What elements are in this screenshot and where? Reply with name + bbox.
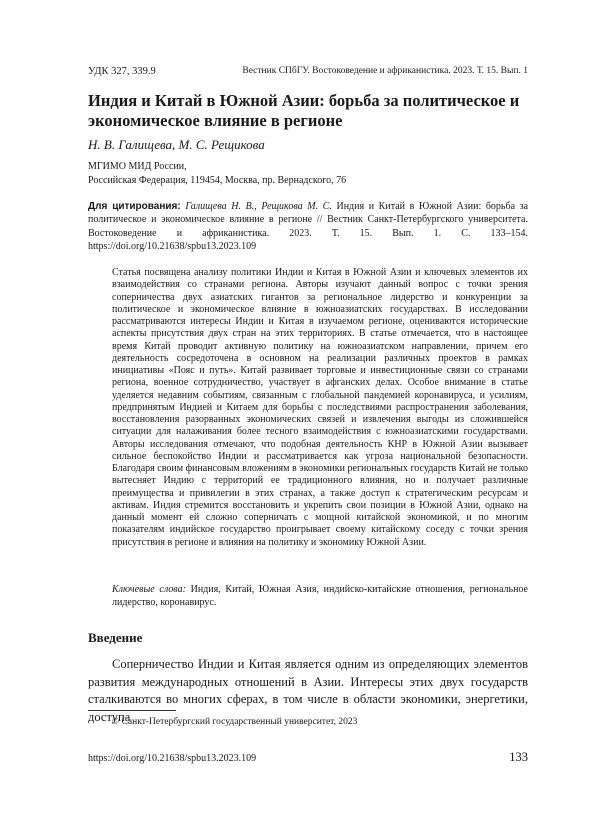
keywords-label: Ключевые слова: [112,584,186,595]
citation-text: Индия и Китай в Южной Азии: борьба за политическое и экономическое влияние в регионе // Вестник Санкт-Петербургского университета. Востоковедение и африканистика. 2023. Т. 15. Вып. 1. С. 133–154. https://doi.org/10.21638/spbu13.2023.109 [88,201,529,252]
citation-authors: Галищева Н. В., Рещикова М. С. [185,201,332,212]
journal-running-title: Вестник СПбГУ. Востоковедение и африканистика. 2023. Т. 15. Вып. 1 [242,66,528,76]
article-title: Индия и Китай в Южной Азии: борьба за политическое и экономическое влияние в регионе [88,91,520,130]
keywords-text: Индия, Китай, Южная Азия, индийско-китайские отношения, региональное лидерство, коронавирус. [112,584,528,608]
citation-block [88,200,528,253]
affiliation-line-2: Российская Федерация, 119454, Москва, пр. Вернадского, 76 [88,174,347,186]
introduction-paragraph: Соперничество Индии и Китая является одним из определяющих элементов развития международных отношений в Азии. Интересы этих двух государств сталкиваются во многих сферах, в том числе в области экономики, энергетики, доступа [88,657,528,724]
abstract: Статья посвящена анализу политики Индии и Китая в Южной Азии и ключевых элементов их взаимодействия со странами региона. Авторы изучают данный вопрос с точки зрения соперничества двух азиатских гигантов за региональное лидерство и конкуренции за политическое и экономическое влияние в южноазиатских государствах. В исследовании рассматриваются интересы Индии и Китая в изучаемом регионе, оцениваются исторические аспекты присутствия двух стран на этих территориях. В статье отмечается, что в настоящее время Китай проводит активную политику на южноазиатском направлении, причем его деятельность сосредоточена в основном на реализации различных проектов в рамках инициативы «Пояс и путь». Китай развивает торговые и инвестиционные связи со странами региона, военное сотрудничество, участвует в афганских делах. Особое внимание в статье уделяется недавним событиям, связанным с глобальной пандемией коронавируса, и усилиям, предпринятым Индией и Китаем для борьбы с последствиями распространения заболевания, восстановления разорванных экономических связей и извлечения выгоды из сложившейся ситуации для налаживания более тесного взаимодействия с южноазиатскими государствами. Авторы исследования отмечают, что подобная деятельность КНР в Южной Азии вызывает сильное беспокойство Индии и рассматривается как угроза национальной безопасности. Благодаря своим финансовым вложениям в экономики региональных государств Китай не только вытесняет Индию с территорий ее традиционного влияния, но и получает различные преимущества и привилегии в этих странах, а также доступ к стратегическим ресурсам и активам. Индия стремится восстановить и укрепить свои позиции в Южной Азии, однако на данный момент ей сложно соперничать с мощной китайской экономикой, и по многим показателям индийское государство проигрывает своему китайскому соседу с точки зрения присутствия в регионе и влияния на политику и экономику Южной Азии. [112,267,528,548]
footnote-divider [88,710,176,711]
article-authors: Н. В. Галищева, М. С. Рещикова [88,137,265,152]
footer-doi: https://doi.org/10.21638/spbu13.2023.109 [88,753,257,764]
copyright-notice: © Санкт-Петербургский государственный университет, 2023 [112,717,358,727]
udc-code: УДК 327, 339.9 [88,66,156,77]
citation-label: Для цитирования: [88,201,181,212]
section-heading-introduction: Введение [88,630,143,645]
affiliation-line-1: МГИМО МИД России, [88,161,187,172]
author-affiliation [88,160,528,187]
keywords [112,584,528,609]
page-number: 133 [509,750,528,764]
